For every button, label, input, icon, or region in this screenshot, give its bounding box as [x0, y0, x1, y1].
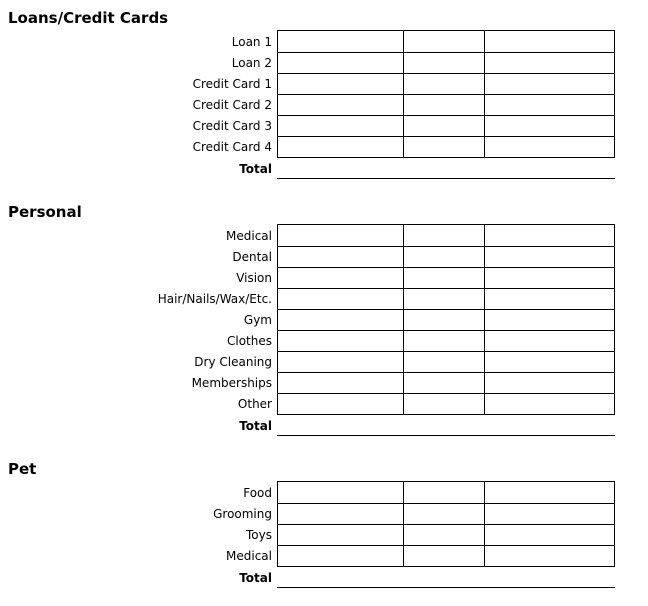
row-label-food: Food [243, 486, 272, 500]
grid-cell[interactable] [278, 116, 404, 136]
grid-row [278, 73, 614, 94]
grid-row [278, 330, 614, 351]
grid-cell[interactable] [278, 525, 404, 545]
grid-cell[interactable] [404, 331, 485, 351]
row-label-credit-card-3: Credit Card 3 [192, 119, 272, 133]
grid-cell[interactable] [278, 289, 404, 309]
row-label-credit-card-1: Credit Card 1 [192, 77, 272, 91]
grid-cell[interactable] [278, 394, 404, 414]
grid-row [278, 482, 614, 503]
grid-cell[interactable] [485, 394, 614, 414]
grid-cell[interactable] [485, 504, 614, 524]
grid-row [278, 503, 614, 524]
grid-cell[interactable] [404, 546, 485, 566]
row-label-credit-card-2: Credit Card 2 [192, 98, 272, 112]
grid-row [278, 267, 614, 288]
grid-cell[interactable] [485, 331, 614, 351]
total-label-personal: Total [239, 419, 272, 433]
grid-cell[interactable] [278, 352, 404, 372]
grid-cell[interactable] [278, 137, 404, 157]
grid-cell[interactable] [404, 137, 485, 157]
grid-cell[interactable] [485, 268, 614, 288]
grid-cell[interactable] [278, 31, 404, 52]
row-label-pet-medical: Medical [226, 549, 272, 563]
grid-cell[interactable] [404, 525, 485, 545]
grid-cell[interactable] [278, 373, 404, 393]
loans-credit-cards-grid [277, 30, 615, 158]
personal-grid [277, 224, 615, 415]
row-label-memberships: Memberships [191, 376, 272, 390]
grid-cell[interactable] [404, 268, 485, 288]
row-label-toys: Toys [246, 528, 272, 542]
grid-cell[interactable] [278, 225, 404, 246]
row-label-vision: Vision [236, 271, 272, 285]
row-label-clothes: Clothes [227, 334, 272, 348]
grid-cell[interactable] [485, 74, 614, 94]
grid-cell[interactable] [404, 504, 485, 524]
grid-cell[interactable] [404, 482, 485, 503]
grid-cell[interactable] [485, 352, 614, 372]
grid-row [278, 136, 614, 157]
grid-cell[interactable] [278, 482, 404, 503]
grid-cell[interactable] [278, 268, 404, 288]
grid-cell[interactable] [485, 482, 614, 503]
row-label-dental: Dental [232, 250, 272, 264]
total-line-pet[interactable] [277, 587, 615, 588]
total-label-pet: Total [239, 571, 272, 585]
grid-row [278, 524, 614, 545]
row-label-dry-cleaning: Dry Cleaning [194, 355, 272, 369]
grid-row [278, 115, 614, 136]
grid-cell[interactable] [485, 546, 614, 566]
row-label-hair-nails-wax: Hair/Nails/Wax/Etc. [157, 292, 272, 306]
section-title-pet: Pet [8, 460, 37, 478]
grid-row [278, 94, 614, 115]
section-title-loans-credit-cards: Loans/Credit Cards [8, 9, 169, 27]
row-label-loan-2: Loan 2 [231, 56, 272, 70]
grid-cell[interactable] [278, 53, 404, 73]
grid-cell[interactable] [278, 310, 404, 330]
grid-cell[interactable] [278, 504, 404, 524]
grid-cell[interactable] [485, 225, 614, 246]
grid-row [278, 372, 614, 393]
total-line-loans-credit-cards[interactable] [277, 178, 615, 179]
grid-cell[interactable] [404, 116, 485, 136]
grid-cell[interactable] [404, 225, 485, 246]
grid-row [278, 351, 614, 372]
grid-row [278, 545, 614, 566]
grid-row [278, 31, 614, 52]
grid-row [278, 246, 614, 267]
grid-cell[interactable] [485, 310, 614, 330]
total-label-loans-credit-cards: Total [239, 162, 272, 176]
grid-row [278, 52, 614, 73]
grid-cell[interactable] [404, 31, 485, 52]
grid-cell[interactable] [485, 373, 614, 393]
row-label-other: Other [237, 397, 272, 411]
grid-cell[interactable] [485, 525, 614, 545]
grid-cell[interactable] [485, 137, 614, 157]
total-line-personal[interactable] [277, 435, 615, 436]
grid-cell[interactable] [404, 53, 485, 73]
grid-cell[interactable] [485, 289, 614, 309]
grid-cell[interactable] [404, 289, 485, 309]
row-label-credit-card-4: Credit Card 4 [192, 140, 272, 154]
grid-cell[interactable] [404, 373, 485, 393]
pet-grid [277, 481, 615, 567]
grid-cell[interactable] [404, 394, 485, 414]
grid-cell[interactable] [485, 247, 614, 267]
grid-row [278, 309, 614, 330]
grid-cell[interactable] [485, 95, 614, 115]
grid-row [278, 393, 614, 414]
grid-cell[interactable] [278, 74, 404, 94]
row-label-gym: Gym [243, 313, 272, 327]
grid-cell[interactable] [278, 546, 404, 566]
grid-cell[interactable] [404, 310, 485, 330]
grid-cell[interactable] [404, 352, 485, 372]
grid-cell[interactable] [485, 53, 614, 73]
grid-cell[interactable] [404, 247, 485, 267]
grid-row [278, 288, 614, 309]
row-label-medical: Medical [226, 229, 272, 243]
grid-cell[interactable] [278, 331, 404, 351]
row-label-loan-1: Loan 1 [231, 35, 272, 49]
row-label-grooming: Grooming [213, 507, 272, 521]
grid-cell[interactable] [485, 31, 614, 52]
grid-row [278, 225, 614, 246]
grid-cell[interactable] [404, 95, 485, 115]
grid-cell[interactable] [485, 116, 614, 136]
grid-cell[interactable] [278, 95, 404, 115]
grid-cell[interactable] [404, 74, 485, 94]
grid-cell[interactable] [278, 247, 404, 267]
section-title-personal: Personal [8, 203, 82, 221]
